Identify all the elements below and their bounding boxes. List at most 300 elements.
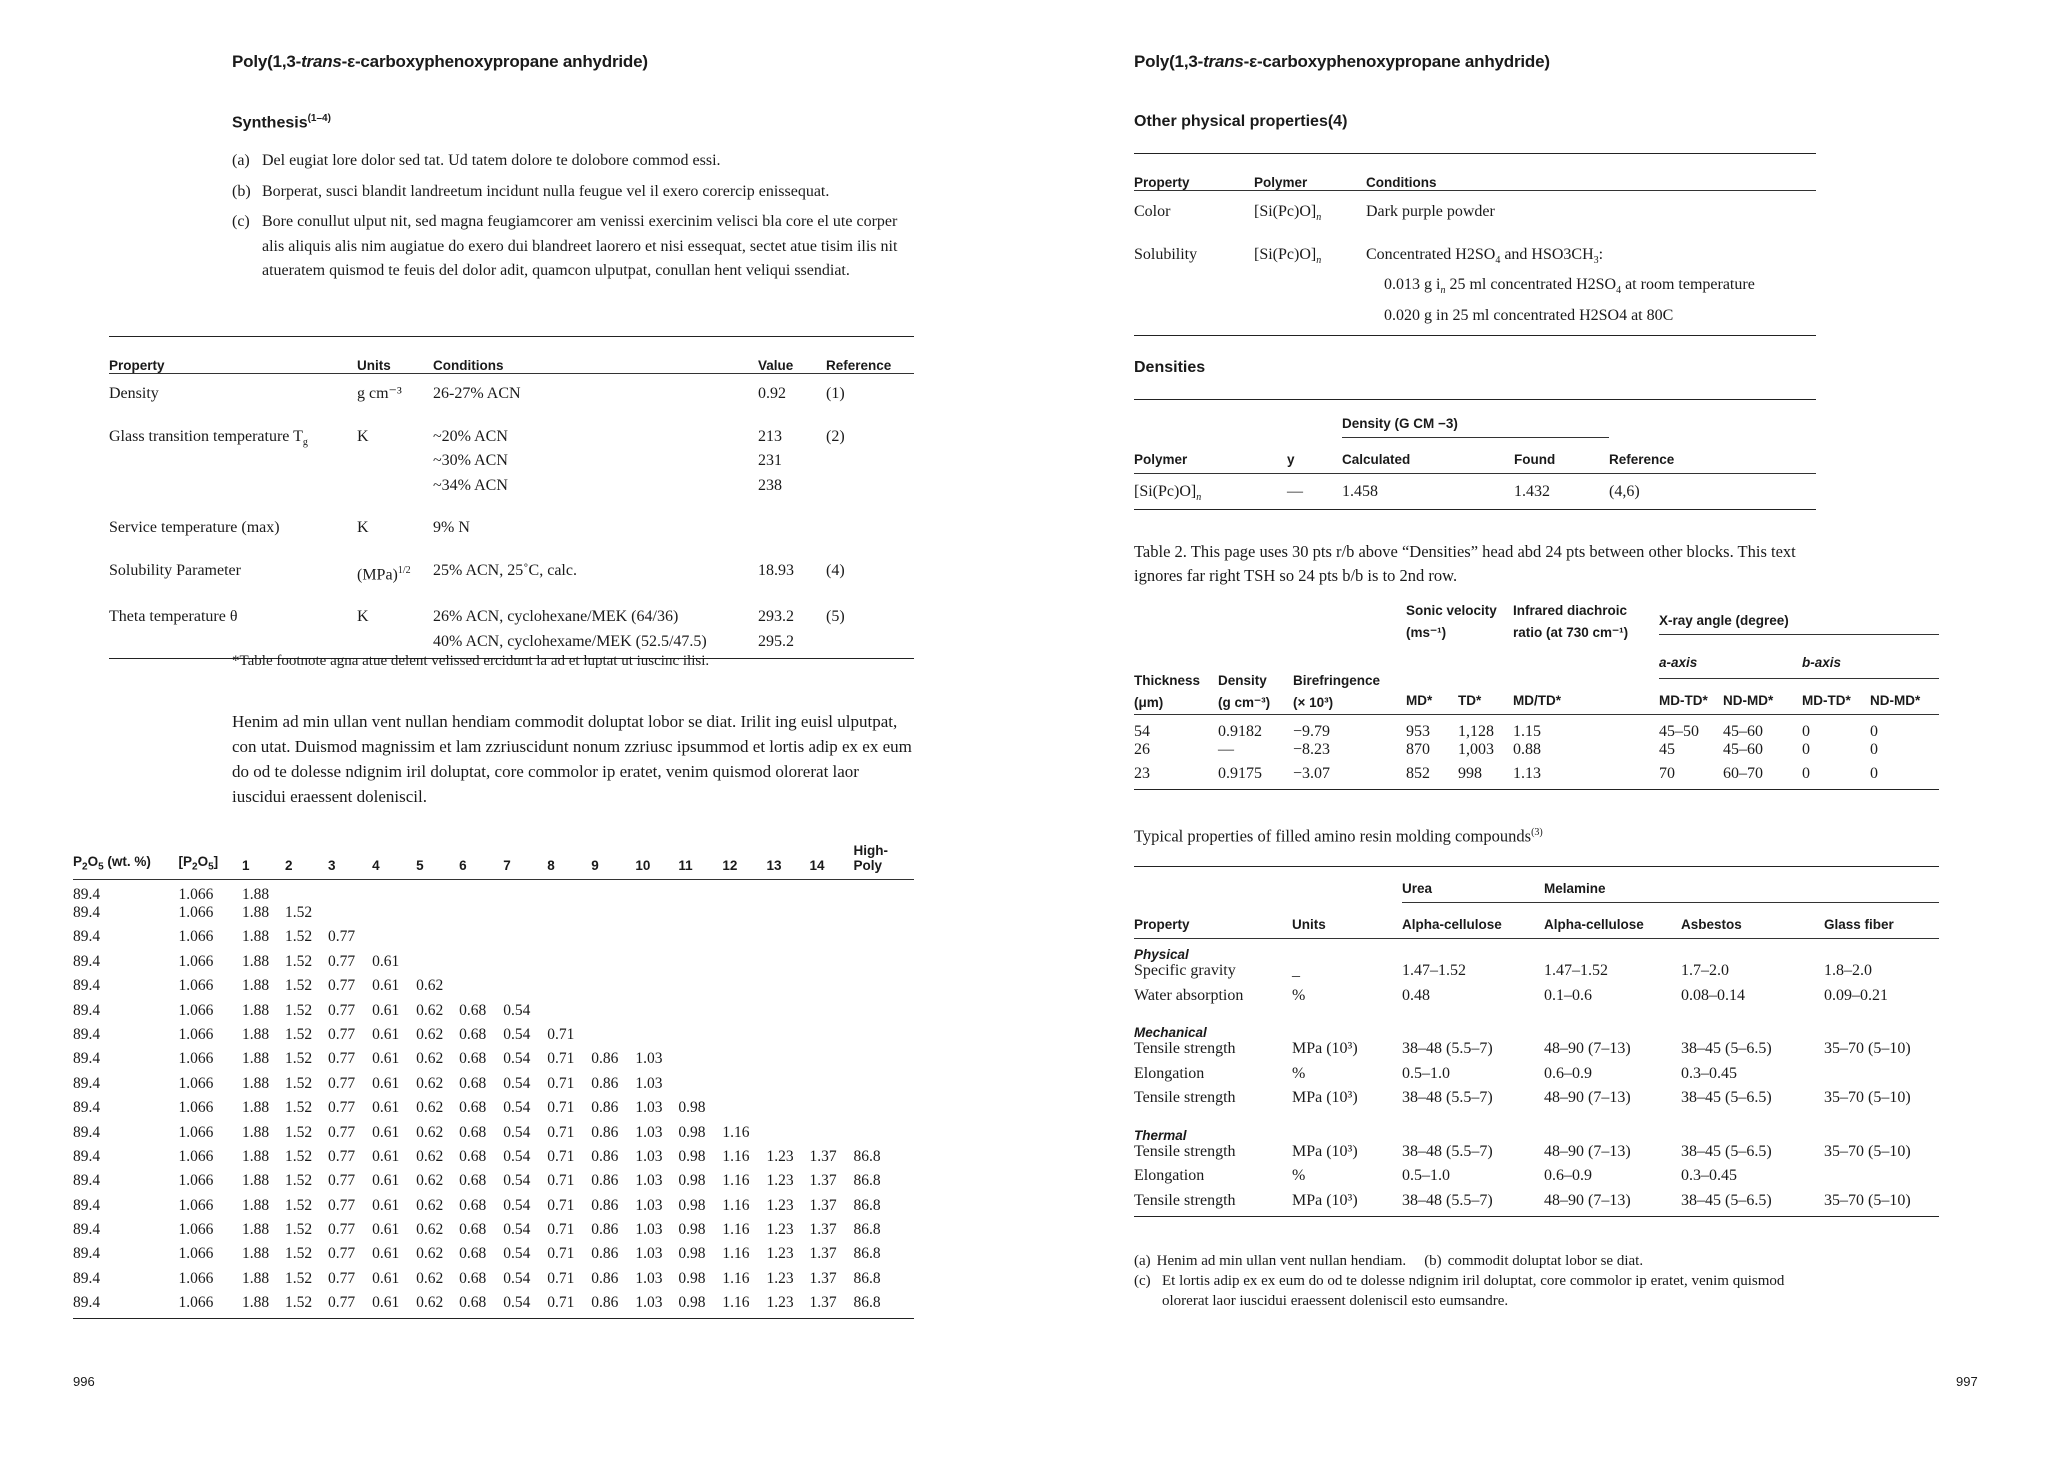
table-cell: 0.5–1.0 [1402,1064,1450,1082]
table-cell [416,904,459,928]
table-cell: 35–70 (5–10) [1824,1040,1911,1057]
table-cell: 0.61 [372,1269,400,1287]
table-cell: 0.77 [328,1269,356,1287]
table-cell: 0.62 [416,977,444,995]
table-cell: 0.61 [372,1196,400,1214]
table-cell [328,904,372,928]
table-cell: 48–90 (7–13) [1544,1191,1631,1209]
amino-caption-sup: (3) [1531,827,1543,838]
cell-conditions: 9% N [433,519,470,536]
table-cell: 1.066 [178,1196,214,1214]
column-header: 10 [635,858,651,873]
table-cell: 0.71 [547,1172,575,1190]
table-cell: 0.98 [678,1099,706,1117]
xray-group-header: X-ray angle (degree) [1659,600,1939,634]
table-cell: 0.77 [328,1099,356,1117]
table-cell [854,1026,915,1050]
table-cell: 1.52 [285,928,313,946]
table-cell: 1.47–1.52 [1402,962,1466,979]
column-header: 4 [372,858,380,873]
table-cell: 0.86 [591,1123,619,1141]
table-cell: 1.37 [809,1147,837,1165]
table-cell: 45–50 [1659,722,1699,740]
table-row [73,1197,914,1221]
table-row [1134,1040,1939,1065]
cell-conditions [1366,235,1816,335]
cell-conditions: ~20% ACN ~30% ACN ~34% ACN [433,427,508,494]
cell-conditions: 26% ACN, cyclohexane/MEK (64/36) 40% ACN, cyclohexame/MEK (52.5/47.5) [433,608,707,650]
table-row [1134,1192,1939,1217]
condition-line: 0.013 g $i_n$ 25 ml concentrated $H2SO_4$ at room temperature [1384,276,1755,297]
table-cell: 0.68 [459,1074,487,1092]
table-cell [722,880,766,905]
table-cell: 1.52 [285,1001,313,1019]
column-header: 7 [503,858,511,873]
table-cell: 1.52 [285,1269,313,1287]
table-cell: % [1292,1064,1306,1082]
table-cell: 1.52 [285,1245,313,1263]
subcolumn-header: MD/TD* [1513,692,1561,708]
table-cell: 1.23 [766,1172,794,1190]
table2-caption: Table 2. This page uses 30 pts r/b above “Densities” head abd 24 pts between other blocks. This text ignores far right TSH so 24 pts b/b is to 2nd row. [1134,542,1796,585]
running-head-right [1134,52,1550,72]
cell-conditions: 25% ACN, 25˚C, calc. [433,561,577,579]
table-cell [809,1124,853,1148]
section-row [1134,1011,1939,1040]
a-axis-header: a-axis [1659,634,1802,678]
table-cell: 89.4 [73,1001,101,1019]
condition-line: Concentrated $H2SO_4$ and $HSO3CH_3$: [1366,245,1604,266]
cell-units: K [357,608,369,626]
table-row [1134,474,1816,510]
column-header: Conditions [433,358,504,373]
table-cell: 38–48 (5.5–7) [1402,1191,1493,1209]
cell-units: (MPa)$^{1/2}$ [357,564,411,583]
cell-value: 0.92 [758,385,786,402]
cell-property: Density [109,385,159,402]
table-cell: 998 [1458,765,1482,782]
p2o5-table [73,843,914,1319]
table-cell: 0.62 [416,1221,444,1239]
synthesis-heading-text: Synthesis [232,114,308,132]
table-cell [766,1050,809,1074]
table-cell [372,880,416,905]
table-cell: 1.16 [722,1123,750,1141]
table-cell: 1.88 [242,904,270,921]
table-cell: 0.62 [416,1099,444,1117]
synthesis-item-label: (b) [232,182,251,200]
table-cell [547,977,591,1001]
table-cell: 26 [1134,740,1150,758]
properties-table [109,336,914,659]
table-cell: 1.52 [285,1050,313,1068]
table-row [73,977,914,1001]
table-cell [547,1002,591,1026]
subscript: 2 [82,862,88,873]
table-cell: 1.88 [242,1074,270,1092]
subcolumn-header: ND-MD* [1870,692,1921,708]
table-cell: 89.4 [73,1123,101,1141]
table-row [73,1099,914,1123]
table-cell: 0 [1870,740,1878,758]
table-row [73,1270,914,1294]
table-row [73,1026,914,1050]
table-cell: 1.066 [178,1269,214,1287]
table-cell [635,1002,678,1026]
table-row [109,508,914,551]
table-cell: 0.54 [503,1074,531,1092]
table-cell [678,1002,722,1026]
subscript: 4 [1616,285,1622,297]
table-cell [591,1002,635,1026]
cell-polymer: $[Si(Pc)O]_n$ [1254,203,1322,224]
table-cell: 89.4 [73,1172,101,1190]
column-header: 1 [242,858,250,873]
table-cell: 0.62 [416,1050,444,1068]
table-cell [678,880,722,905]
synthesis-heading-sup: (1–4) [307,113,331,124]
table-cell: 1.52 [285,1025,313,1043]
table-cell [503,880,547,905]
table-cell [809,953,853,977]
table-cell: 1.88 [242,1172,270,1190]
cell-property: Glass transition temperature $T_g$ [109,427,308,448]
table-cell: 48–90 (7–13) [1544,1142,1631,1160]
table-cell: 38–48 (5.5–7) [1402,1089,1493,1106]
table-cell: 1.23 [766,1269,794,1287]
table-cell [591,880,635,905]
table-cell [416,928,459,952]
table-row [1134,1167,1939,1192]
cell-reference [826,508,914,551]
column-header: Units [357,358,391,373]
table-cell [678,1075,722,1099]
table-cell [635,928,678,952]
table-cell: 35–70 (5–10) [1824,1191,1911,1209]
table-cell [854,1075,915,1099]
table-cell: 0.54 [503,1269,531,1287]
table-cell: 1.37 [809,1269,837,1287]
table-cell: 0.77 [328,1050,356,1068]
table-cell: 89.4 [73,886,101,903]
table-cell [678,1026,722,1050]
table-cell: MPa (10³) [1292,1191,1358,1209]
subscript: n [1196,492,1202,504]
column-header: Polymer [1134,452,1188,467]
cell-reference: (2) [826,427,845,445]
table-cell: 0.08–0.14 [1681,986,1745,1004]
table-cell [854,904,915,928]
table-cell: 89.4 [73,928,101,946]
table-cell: 1.88 [242,886,270,903]
table-cell: 1.15 [1513,722,1541,740]
table-cell: 0.54 [503,1001,531,1019]
table-cell: 0.62 [416,1172,444,1190]
cell-value: 18.93 [758,561,794,579]
table-cell [1824,1065,1939,1090]
table-cell: 1.066 [178,1025,214,1043]
table-cell [766,928,809,952]
table-cell: 86.8 [853,1221,881,1239]
table-cell: 1.066 [178,904,214,921]
table-cell: 0.68 [459,1196,487,1214]
synthesis-item-label: (c) [232,213,250,230]
table-cell [635,880,678,905]
table-cell: 0.86 [591,1294,619,1312]
column-header: $P_2O_5$ (wt. %) [73,854,151,873]
table-row [73,953,914,977]
table-cell [766,1124,809,1148]
table-cell: 1.066 [178,1099,214,1117]
table-cell: 0.61 [372,1123,400,1141]
note-label: (b) [1424,1253,1442,1269]
table-row [1134,1065,1939,1090]
table-cell: 1.16 [722,1269,750,1287]
section-row [1134,939,1939,963]
table-cell: 953 [1406,722,1430,740]
table-cell: 0 [1802,740,1810,758]
synthesis-item [232,149,912,174]
table-cell: 0 [1870,722,1878,740]
table-cell: 0.62 [416,1025,444,1043]
column-header: Alpha-cellulose [1544,917,1644,932]
table-cell [416,953,459,977]
table-row [109,417,914,509]
table-cell: 1,128 [1458,722,1494,740]
cell-y: — [1287,483,1303,500]
table-cell: 0.54 [503,1196,531,1214]
table-cell: 0.61 [372,1074,400,1092]
synthesis-item [232,210,912,284]
subscript: 5 [98,862,104,873]
table-cell: 0.77 [328,952,356,970]
section-row [1134,1114,1939,1143]
table-cell [722,904,766,928]
table-cell [591,977,635,1001]
note-line [1134,1251,1814,1271]
table-cell [766,1075,809,1099]
urea-group-header: Urea [1402,867,1544,903]
table-cell: 1.88 [242,1025,270,1043]
table-cell: 0.98 [678,1172,706,1190]
table-cell: 1.7–2.0 [1681,962,1729,979]
table-cell: 0.77 [328,977,356,995]
note-text: Et lortis adip ex ex eum do od te dolesse ndignim iril doluptat, core commolor ip eratet, venim quismod olorerat laor iuscidui eraessent doleniscil esto eumsandre. [1162,1273,1785,1309]
table-cell: 1.03 [635,1099,663,1117]
table-cell [547,953,591,977]
table-cell: 38–45 (5–6.5) [1681,1040,1772,1057]
table-cell: 0.71 [547,1294,575,1312]
table-cell: 0.68 [459,1025,487,1043]
table-row [73,1172,914,1196]
table-cell: 852 [1406,765,1430,782]
column-header: Found [1514,452,1556,467]
table-cell [503,904,547,928]
table-cell: 0.77 [328,1172,356,1190]
table-row [1134,714,1939,741]
table-cell [635,904,678,928]
table-cell: 0.77 [328,1025,356,1043]
table-cell [547,880,591,905]
table-cell: 0.54 [503,1172,531,1190]
column-header: Conditions [1366,175,1437,190]
b-axis-header: b-axis [1802,634,1939,678]
table-cell: 1.88 [242,928,270,946]
table-cell: 60–70 [1723,765,1763,782]
table-row [1134,191,1816,235]
table-cell: 1.16 [722,1196,750,1214]
table-cell [766,1099,809,1123]
table-cell: 1.16 [722,1172,750,1190]
synthesis-item-text: Bore conullut ulput nit, sed magna feugiamcorer am venissi exercinim velisci bla core el ute corper alis aliquis alis nim augiatue do exero dui blandreet laorero et nisi essequat, sectet atue tisim ilis nit atueratem quismod te feuis del dolor adit, quamcon ulputpat, conullan hent veliqui ssendiat. [262,213,898,279]
subcolumn-header: MD* [1406,692,1433,708]
table-cell [854,1002,915,1026]
cell-found: 1.432 [1514,483,1550,500]
table-cell: 1.066 [178,1147,214,1165]
table-cell: 1.16 [722,1147,750,1165]
table-cell: 1.88 [242,1269,270,1287]
table-cell: 0.88 [1513,740,1541,758]
table-cell: 86.8 [853,1196,881,1214]
table-cell: 0.86 [591,1099,619,1117]
table-cell: 0.62 [416,1147,444,1165]
table-cell: 0.62 [416,1269,444,1287]
table-cell: 35–70 (5–10) [1824,1089,1911,1106]
column-header: Polymer [1254,175,1308,190]
table-cell: 38–45 (5–6.5) [1681,1142,1772,1160]
table-cell: 0.61 [372,1099,400,1117]
table-cell: 1.066 [178,1123,214,1141]
table-cell [809,1002,853,1026]
page-gutter [1023,0,1025,1463]
table-cell: 0.61 [372,1294,400,1312]
synthesis-item-label: (a) [232,152,250,169]
table-cell: 1.47–1.52 [1544,962,1608,979]
subscript: 4 [1495,254,1501,266]
table-cell: 0.61 [372,1245,400,1263]
table-cell: 1.03 [635,1221,663,1239]
subscript: 3 [1593,254,1599,266]
table-cell: 0.09–0.21 [1824,986,1888,1004]
table-cell: 0.71 [547,1245,575,1263]
table-cell [854,1124,915,1148]
cell-conditions: 26-27% ACN [433,385,521,402]
table-cell [678,928,722,952]
table-cell: 0.77 [328,1221,356,1239]
table-cell: 70 [1659,765,1675,782]
cell-property: Service temperature (max) [109,519,280,536]
table-cell: 0.98 [678,1147,706,1165]
table-cell: 0.61 [372,1172,400,1190]
subscript: g [302,436,308,448]
table-cell: 1.066 [178,886,214,903]
table-cell: 0.54 [503,1147,531,1165]
table-cell [503,928,547,952]
table-cell: 45–60 [1723,740,1763,758]
table-cell: −9.79 [1293,722,1331,740]
table-cell: 0.54 [503,1025,531,1043]
table-cell [766,904,809,928]
table-cell: 89.4 [73,952,101,970]
table-cell [854,953,915,977]
note-text: Henim ad min ullan vent nullan hendiam. [1156,1253,1407,1269]
table-cell: 0 [1870,765,1878,782]
table-cell [1824,1167,1939,1192]
table-cell: 0.61 [372,977,400,995]
table-cell: % [1292,1167,1306,1184]
cell-property: Solubility [1134,245,1198,263]
page-number-right: 997 [1956,1374,1978,1389]
table-cell: 89.4 [73,1147,101,1165]
table-cell: 0.62 [416,1294,444,1312]
table-cell: 45 [1659,740,1675,758]
densities-heading: Densities [1134,359,1206,376]
table-cell: 1.13 [1513,765,1541,782]
column-header: 2 [285,858,293,873]
table-cell: 0.71 [547,1025,575,1043]
table-cell [635,953,678,977]
table-row [73,1294,914,1318]
table-cell [678,904,722,928]
table-cell: 1.066 [178,1245,214,1263]
table-cell: 89.4 [73,1025,101,1043]
table-cell: 1.23 [766,1147,794,1165]
table-cell [854,977,915,1001]
table-cell: 1.37 [809,1245,837,1263]
table-cell [459,880,503,905]
column-header: 5 [416,858,424,873]
table-cell [678,953,722,977]
table-cell: 1.88 [242,1050,270,1068]
table-cell [459,904,503,928]
cell-reference: (5) [826,608,845,626]
other-physical-header-row [1134,154,1816,191]
table-cell [635,1026,678,1050]
table-cell: 0.62 [416,1196,444,1214]
cell-units: K [357,519,369,536]
table-cell [285,880,328,905]
column-header: 9 [591,858,599,873]
table-cell: 48–90 (7–13) [1544,1040,1631,1057]
column-header: 12 [722,858,738,873]
infrared-header: Infrared diachroic ratio (at 730 cm⁻¹) [1513,603,1629,640]
table-row [1134,765,1939,790]
melamine-group-header: Melamine [1544,867,1939,903]
table-cell: 86.8 [853,1294,881,1312]
table-cell: Elongation [1134,1064,1205,1082]
table-cell: 0.54 [503,1099,531,1117]
table-cell [722,1026,766,1050]
table-cell: 89.4 [73,1221,101,1239]
table-cell: 1.52 [285,1221,313,1239]
column-header: Calculated [1342,452,1411,467]
table-cell: Water absorption [1134,986,1244,1004]
table-cell [416,880,459,905]
table-cell: 0.68 [459,1221,487,1239]
table-row [109,551,914,598]
table-cell: 1.066 [178,928,214,946]
table-row [73,1124,914,1148]
table-cell: 0.68 [459,1172,487,1190]
table-cell [722,928,766,952]
table-cell: 1.52 [285,1074,313,1092]
table-cell: 1.52 [285,1123,313,1141]
table-cell: 1.03 [635,1294,663,1312]
table-cell: 1.16 [722,1221,750,1239]
table-cell: Tensile strength [1134,1142,1236,1160]
running-head-text: Poly(1,3-trans-ε-carboxyphenoxypropane anhydride) [1134,52,1550,71]
cell-units: g cm⁻³ [357,385,402,402]
